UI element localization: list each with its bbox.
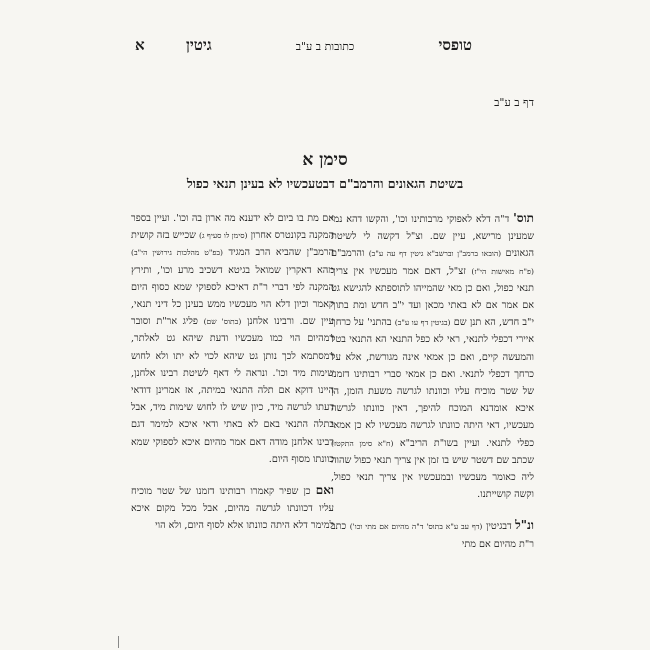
paragraph-lead-word: תוס' — [513, 211, 534, 225]
paragraph-text: זצ"ל, דאם אמר מעכשיו אין צריך תנאי כפול, ואם כן מאי שהמייהו לתוספתא להגישא גט אם אמר אם לא באתי מכאן ועד י"ב חדש ומת בתוך י"ב חדש, הא תנן שם — [331, 265, 534, 329]
citation: (הובאו ברמב"ן וברשב"א גיטין דף עה ע"ב) — [368, 249, 502, 259]
citation: (בפ"ט מהלכות גירושין הי"ב) — [131, 248, 223, 258]
citation: (דף עב ע"א בתוס' ד"ה מהיום אם מתי וכו') — [349, 522, 483, 532]
daf-reference: דף ב ע"ב — [494, 96, 534, 109]
paragraph-gap — [131, 468, 334, 482]
paragraph — [331, 210, 534, 503]
left-column — [131, 210, 334, 535]
right-column — [331, 210, 534, 553]
paragraph-text: והרמב"ם — [331, 248, 365, 260]
running-head-letter: א — [135, 36, 145, 54]
running-head-title: גיטין — [186, 36, 212, 54]
section-subtitle: בשיטת הגאונים והרמב"ם דבטעכשיו לא בעינן תנאי כפול — [186, 176, 464, 191]
paragraph-text: מהא דאקרין שמואל בגיטא דשכיב מרע וכו', ותירץ המקנה לפי דברי ר"ת דאיכא לספוקי שמא כסוף היום קאמר וכיון דלא הוי מעכשיו ממש בעינן כל דיני תנאי, עיין שם. ורבינו אלחנן — [131, 264, 334, 328]
paragraph-text: ד"ה דלא לאפוקי מרבותינו וכו', והקשו דהא נמי שמעינן מרישא, עיין שם. וצ"ל דקשה לי לשיטת הגאונים — [331, 214, 534, 260]
paragraph — [331, 517, 534, 552]
paragraph-text: בהתני' על כרחך איירי דכפלי לתנאי, ראי לא כפל התנאי הא התנאי בטל והמעשה קיים, ואם כן אמאי אינה מגורשת, אלא על כרחך דכפלי לתנאי. ואם כן אמאי סברי רבותינו דזמנו של שטר מוכיח עליו וכוונתו לגרשה משעת הזמן, הן איכא אומדנא המוכח להיפך, דאין כוונתו לגרשה מעכשיו, דאי היתה כוונתו לגרשה מעכשיו לא כן אמאי כפלי לתנאי. ועיין בשו"ת הריב"א — [331, 317, 535, 449]
page-edge-mark — [118, 636, 119, 648]
running-head-book: טופסי — [438, 36, 472, 54]
section-title: סימן א — [302, 150, 348, 170]
citation: (פ"ח מאישות הי"ז) — [471, 266, 534, 276]
paragraph-text: פליג אר"ת וסובר דמהיום הוי כמו מעכשיו ודעת שיהא גט לאלתר, דמסתמא לכך נותן גט שיהא לכוי לא יתו ולא לחוש שימות מיד וכו'. ונראה לי דאף לשיטת רבינו אלחנן, היינו דוקא אם תלה התנאי במיתה, אז אמרינן דודאי דעתו לגרשה מיד, כיון שיש לו לחוש שימות מיד, אבל בתלה התנאי באם לא באתי ודאי איכא למימר דגם רבינו אלחנן מודה דאם אמר מהיום איכא לספוקי שמא כוונתו מסוף היום. — [131, 316, 334, 465]
paragraph — [131, 482, 334, 535]
paragraph-text: שכייש בזה קושית הרמב"ן שהביא הרב המגיד — [131, 230, 334, 259]
paragraph-lead-word: ואם — [315, 483, 334, 498]
paragraph-text: אם מת בו ביום לא ידענא מה ארון בה וכו'. ועיין בספר המקנה בקונטרס אחרון — [131, 213, 335, 242]
running-head — [0, 38, 650, 60]
paragraph-gap — [331, 503, 534, 517]
paragraph-lead-word: ונ"ל — [515, 518, 534, 533]
paragraph-text: דבגיטין — [485, 521, 512, 533]
paragraph-text: כן שפיר קאמרו רבותינו דזמנו של שטר מוכיח עליו דכוונתו לגרשה מהיום, אבל מכל מקום איכא למימר דלא היתה כוונתו אלא לסוף היום, ולא הוי — [131, 486, 334, 532]
citation: (סימן לו סעיף ג) — [199, 231, 248, 241]
paragraph-text: כתב ר"ת מהיום אם מתי — [331, 521, 534, 550]
paragraph-text: שכתב שם דשטר שיש בו זמן אין צריך תנאי כפול שהוה ליה כאומר מעכשיו ובמעכשיו אין צריך תנאי כפול, וקשה קושייתנו. — [330, 454, 534, 501]
citation: (בתוס' שם) — [203, 317, 242, 327]
running-head-reference: כתובות ב ע"ב — [295, 40, 355, 53]
citation: (ח"א סימן התקטז) — [331, 438, 394, 448]
paragraph — [131, 210, 334, 468]
citation: (בגיטין דף עו ע"ב) — [394, 318, 451, 328]
